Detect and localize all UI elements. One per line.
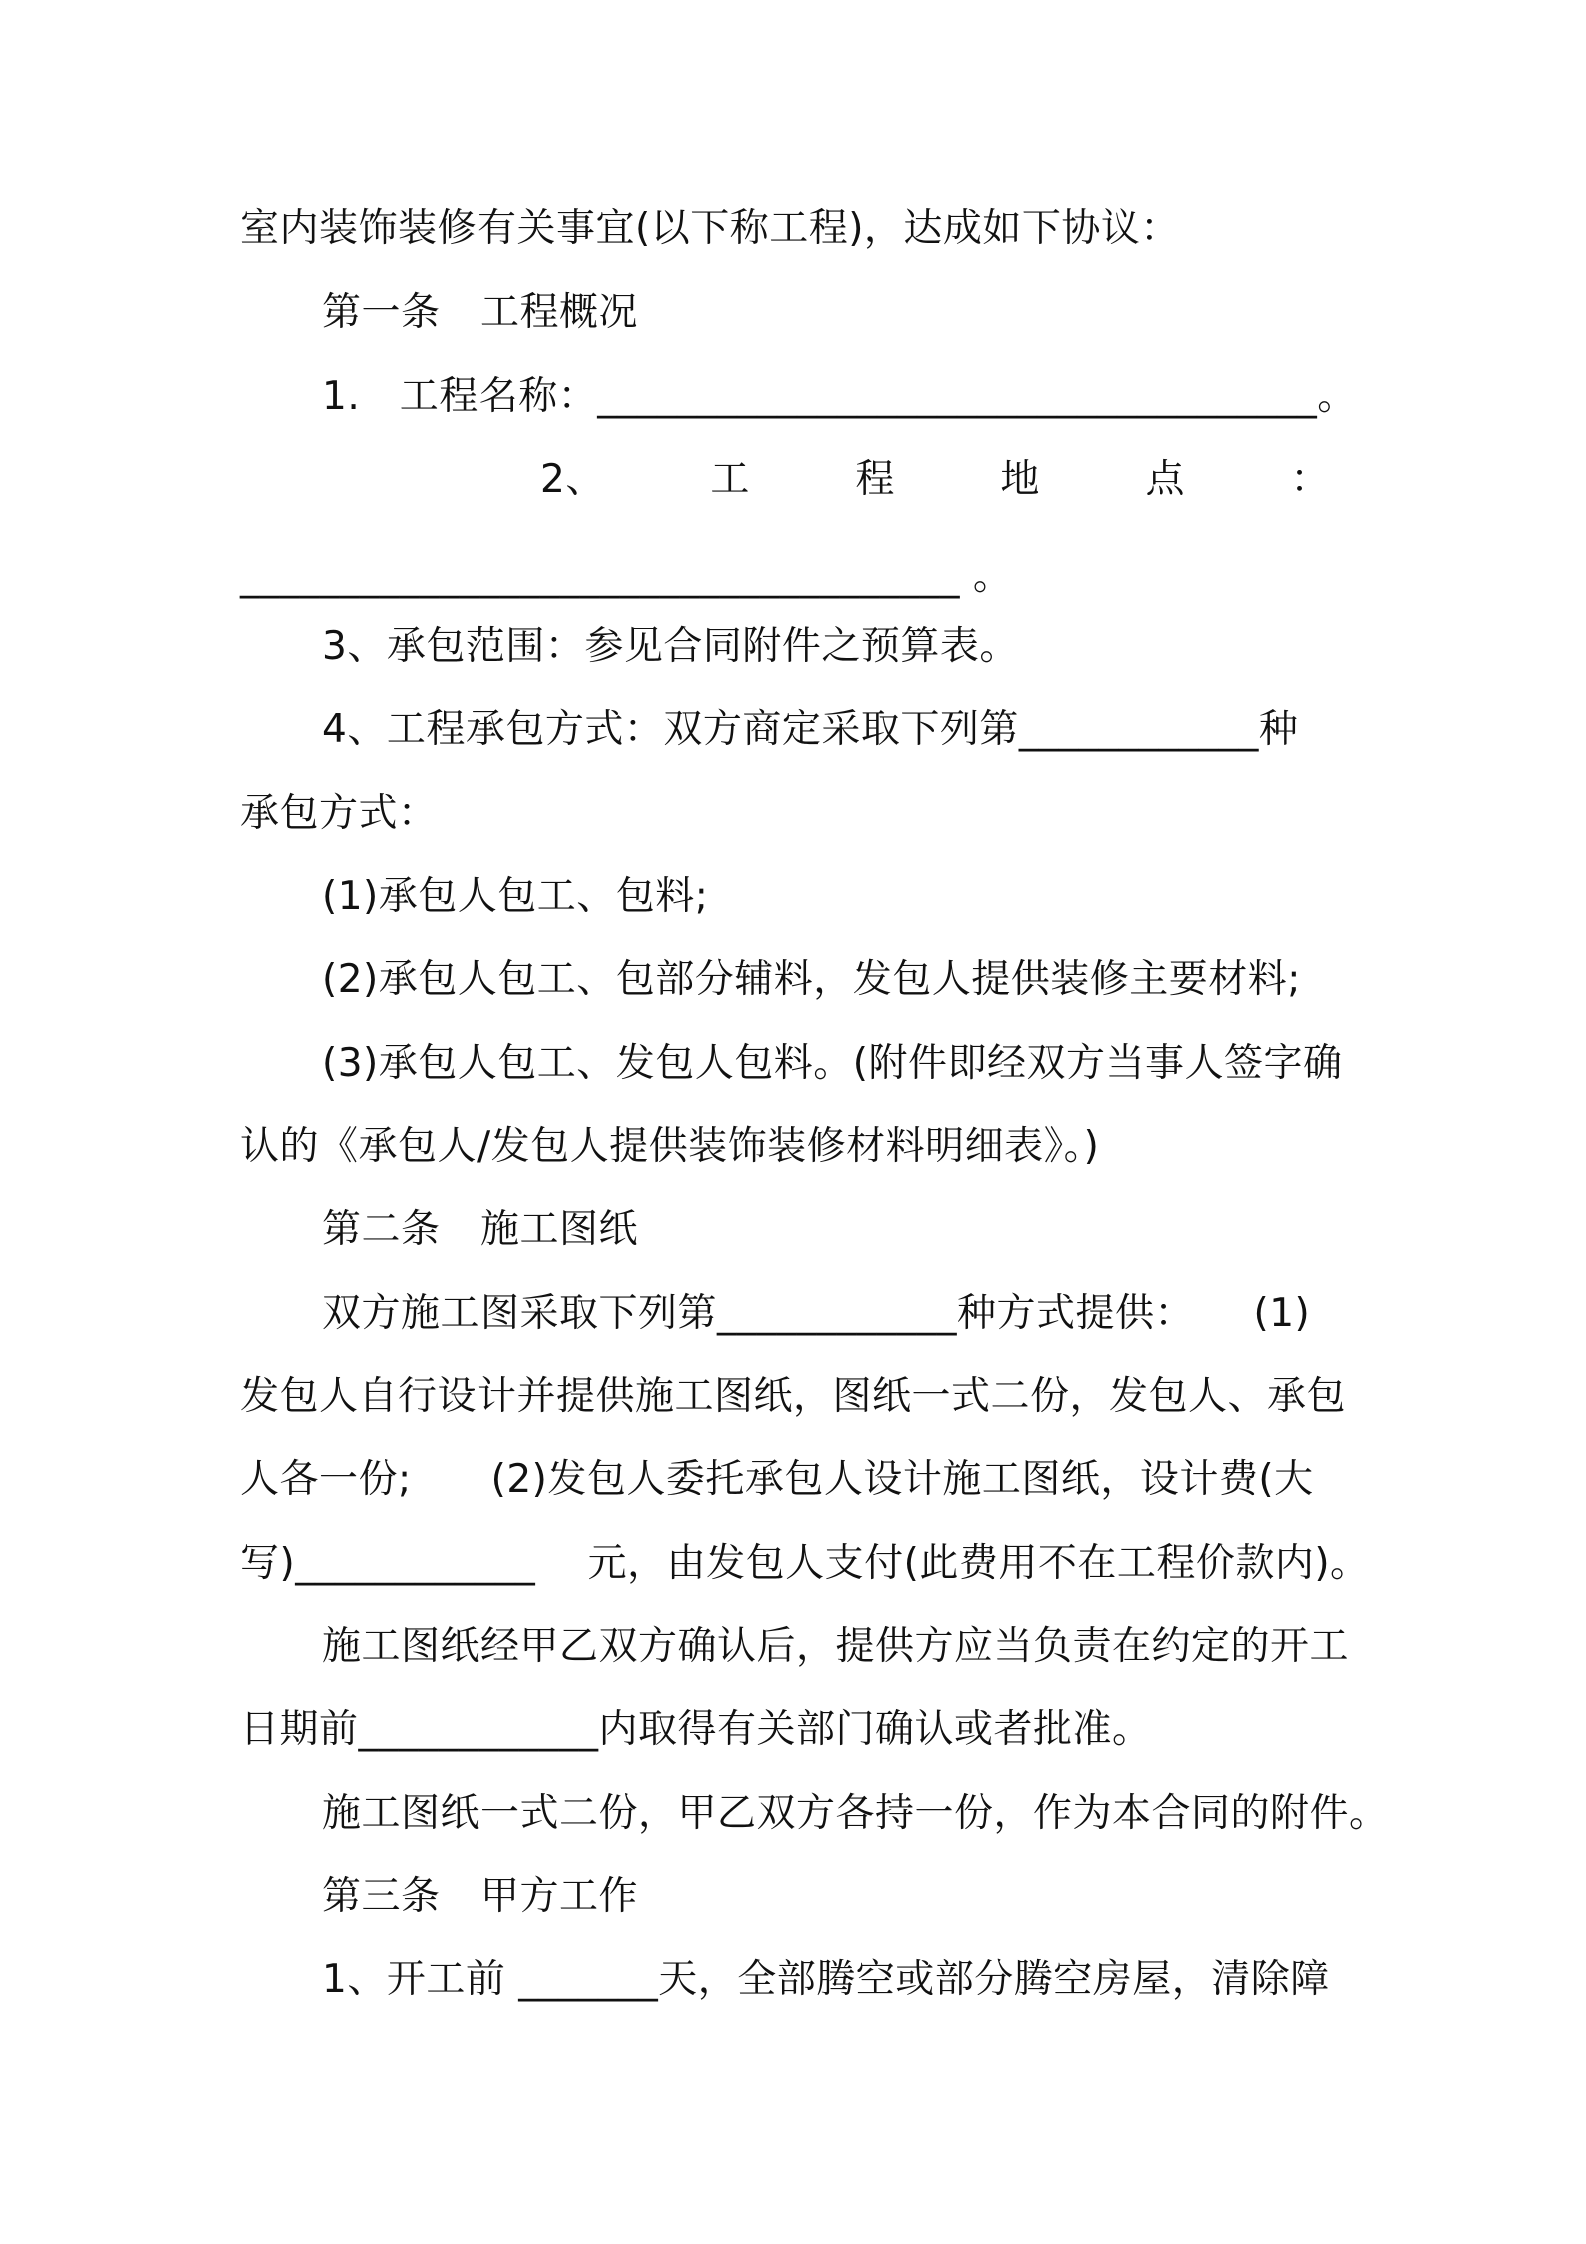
spread-colon: ： — [1290, 457, 1330, 502]
paragraph-line: 双方施工图采取下列第____________种方式提供： (1) — [322, 1291, 1311, 1336]
paragraph-line: (3)承包人包工、发包人包料。(附件即经双方当事人签字确 — [322, 1041, 1343, 1086]
paragraph-line: 4、工程承包方式：双方商定采取下列第____________种 — [322, 707, 1299, 752]
article-heading: 第一条 工程概况 — [322, 290, 639, 335]
paragraph-line: 1. 工程名称：____________________________________。 — [322, 374, 1357, 419]
paragraph-line: 1、开工前 _______天，全部腾空或部分腾空房屋，清除障 — [322, 1957, 1330, 2002]
spread-char: 程 — [855, 457, 895, 502]
item-number: 2、 — [540, 457, 605, 502]
paragraph-line: 人各一份; (2)发包人委托承包人设计施工图纸，设计费(大 — [240, 1457, 1314, 1502]
article-heading: 第二条 施工图纸 — [322, 1207, 639, 1252]
paragraph-line: (1)承包人包工、包料; — [322, 874, 709, 919]
paragraph-line: 写)____________ 元，由发包人支付(此费用不在工程价款内)。 — [240, 1541, 1370, 1586]
paragraph-line: 施工图纸经甲乙双方确认后，提供方应当负责在约定的开工 — [322, 1624, 1350, 1669]
paragraph-line: 承包方式： — [240, 791, 438, 836]
paragraph-line: 施工图纸一式二份，甲乙双方各持一份，作为本合同的附件。 — [322, 1791, 1389, 1836]
paragraph-line: (2)承包人包工、包部分辅料，发包人提供装修主要材料; — [322, 957, 1301, 1002]
paragraph-line: 日期前____________内取得有关部门确认或者批准。 — [240, 1707, 1152, 1752]
spread-char: 工 — [710, 457, 750, 502]
paragraph-line: 室内装饰装修有关事宜(以下称工程)，达成如下协议： — [240, 206, 1180, 251]
spread-char: 地 — [1000, 457, 1040, 502]
paragraph-line: 3、承包范围：参见合同附件之预算表。 — [322, 624, 1019, 669]
paragraph-line: 发包人自行设计并提供施工图纸，图纸一式二份，发包人、承包 — [240, 1374, 1347, 1419]
project-location-line — [540, 455, 1330, 505]
paragraph-line: 认的《承包人/发包人提供装饰装修材料明细表》。) — [240, 1124, 1100, 1169]
article-heading: 第三条 甲方工作 — [322, 1874, 639, 1919]
spread-char: 点 — [1145, 457, 1185, 502]
blank-line: ____________________________________ 。 — [240, 554, 1013, 599]
